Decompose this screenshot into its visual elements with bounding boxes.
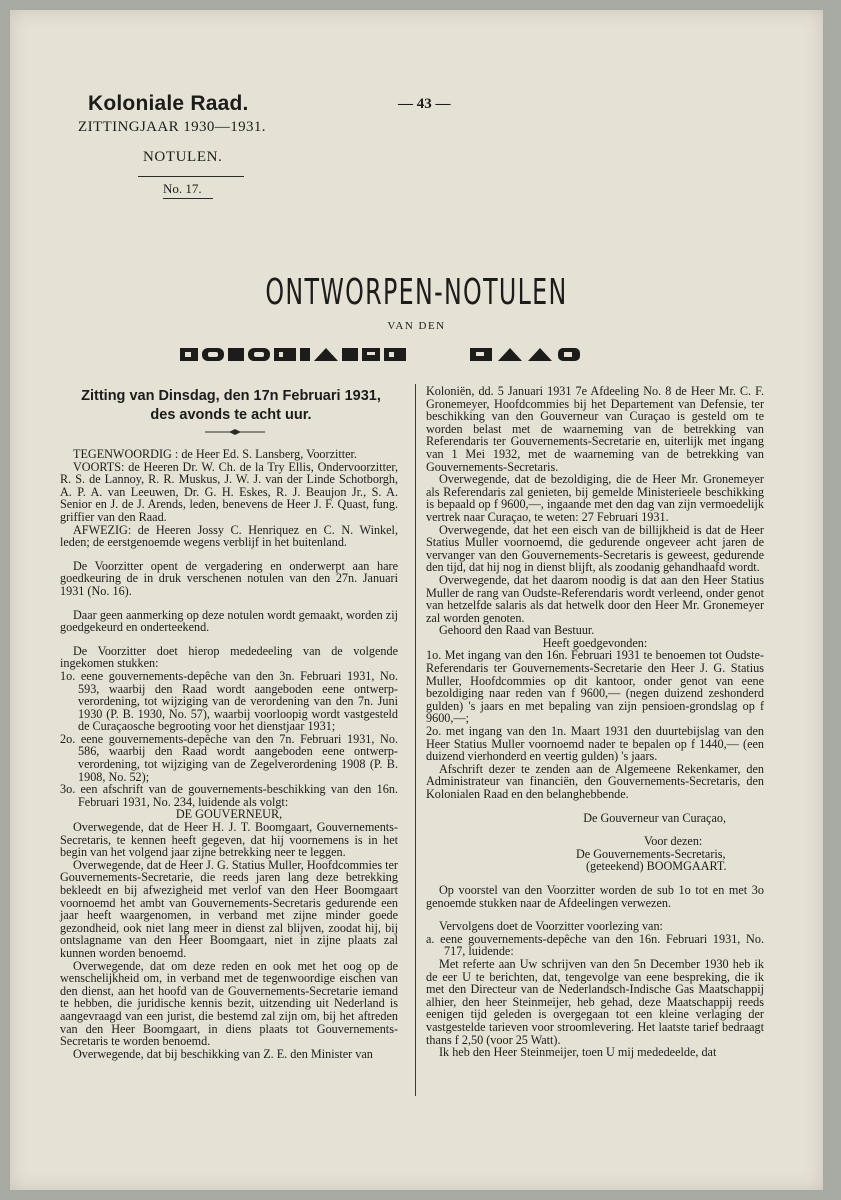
paragraph: 2o. eene gouvernements-depêche van den 7n. Februari 1931, No. 586, waarbij den Raad wordt aangeboden eene ontwerp-verordening, tot wijziging van de Zegelverordening 1908 (P. B. 1908, No. 52); bbox=[60, 731, 398, 784]
paragraph: Afschrift dezer te zenden aan de Algemeene Rekenkamer, den Administrateur van financiën, den Gouvernements-Secretaris, den Kolonialen Raad en den belanghebbende. bbox=[426, 761, 764, 801]
paragraph: (geteekend) BOOMGAART. bbox=[586, 859, 727, 874]
paragraph: Met referte aan Uw schrijven van den 5n December 1930 heb ik de eer U te berichten, dat, tengevolge van eene bespreking, die ik met den Directeur van de Nederlandsch-Indische Gas Maatschappij alhier, den heer Steinmeijer, heb gehad, deze Maatschappij reeds eenigen tijd geleden is overgegaan tot een kleine verlaging der vastgestelde tarieven voor stroomlevering. Het laatste tarief bedraagt thans f 2,50 (voor 25 Watt). bbox=[426, 956, 764, 1047]
header-divider bbox=[138, 176, 244, 177]
paragraph: TEGENWOORDIG : de Heer Ed. S. Lansberg, Voorzitter. bbox=[73, 447, 357, 461]
paragraph: Daar geen aanmerking op deze notulen wordt gemaakt, worden zij goedgekeurd en onderteekend. bbox=[60, 607, 398, 635]
paragraph: Overwegende, dat het een eisch van de billijkheid is dat de Heer Statius Muller voornoemd, die gedurende ongeveer acht jaren de vervanger van den Gouvernements-Secretaris is geweest, gedurende den tijd, dat hij nog in dienst blijft, als zoodanig gehandhaafd wordt. bbox=[426, 522, 764, 575]
issue-number-underline bbox=[163, 198, 213, 199]
document-page bbox=[10, 10, 823, 1190]
paragraph: a. eene gouvernements-depêche van den 16n. Februari 1931, No. 717, luidende: bbox=[426, 931, 764, 959]
masthead-title: ONTWORPEN-NOTULEN bbox=[265, 272, 568, 313]
page-number: — 43 — bbox=[398, 96, 451, 112]
paragraph: 1o. eene gouvernements-depêche van den 3n. Februari 1931, No. 593, waarbij den Raad wordt aangeboden eene ontwerp-verordening, tot wijziging van de verordening van den 7n. Juni 1930 (P. B. 1930, No. 57), waarbij voorloopig wordt vastgesteld de Curaçaosche begrooting voor het dienstjaar 1931; bbox=[60, 668, 398, 734]
paragraph: Overwegende, dat om deze reden en ook met het oog op de wenschelijkheid om, in verband met de tegenwoordige eischen van den dienst, aan het hoofd van de Gouvernements-Secretarie iemand te hebben, die juridische kennis bezit, uitzending uit Nederland is aangevraagd van een jurist, die bestemd zal zijn om, bij het aftreden van den Heer Boomgaart, in diens plaats tot Gouvernements-Secretaris te worden benoemd. bbox=[60, 958, 398, 1049]
ornament-divider bbox=[205, 428, 265, 436]
paragraph: De Voorzitter opent de vergadering en onderwerpt aan hare goedkeuring de in druk verschenen notulen van den 27n. Januari 1931 (No. 16). bbox=[60, 558, 398, 598]
paragraph: AFWEZIG: de Heeren Jossy C. Henriquez en C. N. Winkel, leden; de eerstgenoemde wegens verblijf in het buitenland. bbox=[60, 522, 398, 550]
kolonialen-raad-banner-logo bbox=[180, 343, 658, 365]
paragraph: DE GOUVERNEUR, bbox=[175, 807, 283, 822]
masthead-van-den: VAN DEN bbox=[387, 320, 446, 332]
paragraph: 1o. Met ingang van den 16n. Februari 1931 te benoemen tot Oudste-Referendaris ter Gouvernements-Secretarie den Heer J. G. Statius Muller, Hoofdcommies op dit kantoor, onder genot van eene bezoldiging naar reden van f 9600,— (negen duizend zeshonderd gulden) 's jaars en met bepaling van zijn pensioen-grondslag op f 9600,—; bbox=[426, 648, 764, 726]
paragraph: Op voorstel van den Voorzitter worden de sub 1o tot en met 3o genoemde stukken naar de Afdeelingen verwezen. bbox=[426, 882, 764, 910]
paragraph: De Gouvernements-Secretaris, bbox=[576, 846, 726, 861]
issue-number: No. 17. bbox=[163, 181, 202, 196]
paragraph: Voor dezen: bbox=[644, 834, 703, 849]
right-column bbox=[426, 385, 764, 1059]
paragraph: Vervolgens doet de Voorzitter voorlezing van: bbox=[439, 919, 663, 934]
paragraph: 3o. een afschrift van de gouvernements-beschikking van den 16n. Februari 1931, No. 234, luidende als volgt: bbox=[60, 782, 398, 809]
paragraph: Koloniën, dd. 5 Januari 1931 7e Afdeeling No. 8 de Heer Mr. C. F. Gronemeyer, Hoofdcommies bij het Departement van Defensie, ter beschikking van den Gouverneur van Curaçao is gesteld om te worden belast met de waarneming van de betrekking van Referendaris ter Gouvernements-Secretarie en, uiterlijk met ingang van 1 Mei 1932, met de waarneming van de betrekking van Gouvernements-Secretaris. bbox=[426, 384, 764, 474]
paragraph: Overwegende, dat bij beschikking van Z. E. den Minister van bbox=[73, 1046, 373, 1061]
paragraph: Overwegende, dat de Heer J. G. Statius Muller, Hoofdcommies ter Gouvernements-Secretarie, die reeds jaren lang deze betrekking bekleedt en bij afwezigheid met verlof van den Heer Boomgaart voornoemd het ambt van Gouvernements-Secretaris gedurende een jaar heeft waargenomen, in verband met zijne minder goede gezondheid, ook niet lang meer in dienst zal blijven, zoodat hij, bij ontslagname van den Heer Boomgaart, niet in zijne plaats zal kunnen worden benoemd. bbox=[60, 857, 398, 960]
paragraph: Overwegende, dat het daarom noodig is dat aan den Heer Statius Muller de rang van Oudste-Referendaris wordt verleend, onder genot van hetzelfde salaris als dat hetwelk door den Heer Mr. Gronemeyer zal worden genoten. bbox=[426, 572, 764, 625]
paragraph: Overwegende, dat de Heer H. J. T. Boomgaart, Gouvernements-Secretaris, te kennen heeft gegeven, dat hij voornemens is in het begin van het volgend jaar zijne betrekking neer te leggen. bbox=[60, 820, 398, 860]
session-heading-line-1: Zitting van Dinsdag, den 17n Februari 1931, bbox=[81, 388, 381, 404]
session-heading bbox=[70, 387, 392, 425]
notulen-label: NOTULEN. bbox=[143, 149, 223, 165]
paragraph: VOORTS: de Heeren Dr. W. Ch. de la Try Ellis, Ondervoorzitter, R. S. de Lannoy, R. R. Muskus, J. W. J. van der Linde Schotborgh, A. P. A. van Leeuwen, Dr. G. H. Eskes, R. J. Beaujon Jr., S. A. Senior en J. de J. Arends, leden, benevens de Heer J. F. Quast, fung. griffier van den Raad. bbox=[60, 459, 398, 524]
paragraph: De Gouverneur van Curaçao, bbox=[583, 810, 726, 825]
paragraph: Gehoord den Raad van Bestuur. bbox=[439, 623, 595, 638]
paragraph: De Voorzitter doet hierop mededeeling van de volgende ingekomen stukken: bbox=[60, 643, 398, 671]
left-column bbox=[60, 448, 398, 1060]
session-year: ZITTINGJAAR 1930—1931. bbox=[78, 119, 266, 135]
paragraph: Overwegende, dat de bezoldiging, die de Heer Mr. Gronemeyer als Referendaris zal genieten, bij gemelde Ministerieele beschikking is bepaald op f 9600,—, ingaande met den dag van zijn vermoedelijk vertrek naar Curaçao, te weten: 27 Februari 1931. bbox=[426, 472, 764, 524]
paragraph: 2o. met ingang van den 1n. Maart 1931 den duurtebijslag van den Heer Statius Muller voornoemd nader te bepalen op f 1440,— (een duizend vierhonderd en veertig gulden) 's jaars. bbox=[426, 724, 764, 764]
column-divider bbox=[415, 384, 416, 1096]
session-heading-line-2: des avonds te acht uur. bbox=[150, 407, 312, 423]
publication-title: Koloniale Raad. bbox=[88, 92, 249, 115]
paragraph: Heeft goedgevonden: bbox=[542, 635, 648, 650]
paragraph: Ik heb den Heer Steinmeijer, toen U mij mededeelde, dat bbox=[439, 1045, 717, 1060]
